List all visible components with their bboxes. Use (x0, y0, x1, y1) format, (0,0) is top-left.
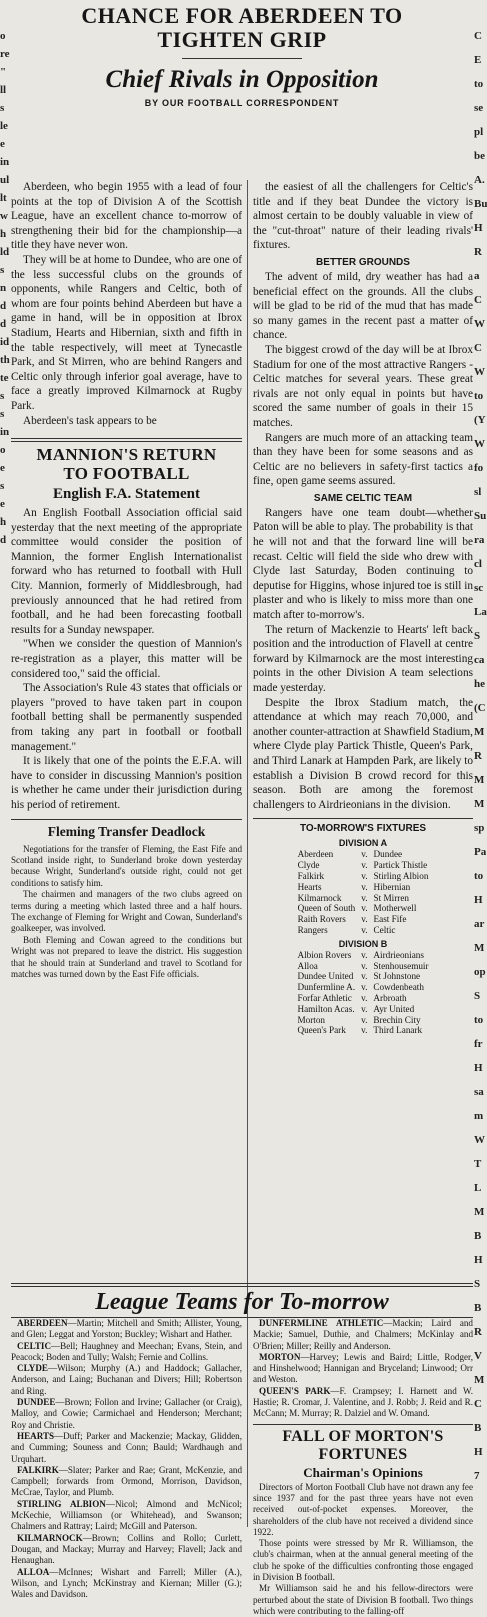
players: —Wilson; Murphy (A.) and Haddock; Gallacher, Anderson, and Laing; Buchanan and Divers; Hill; Robertson and Ring. (11, 1363, 242, 1396)
fixture-row (295, 849, 432, 860)
edge-fragment: B (474, 1302, 482, 1314)
home-team: Hearts (297, 881, 322, 892)
edge-fragment: id (0, 336, 10, 348)
edge-fragment: La (474, 606, 487, 618)
edge-fragment: L (474, 1182, 482, 1194)
away-team: Airdrieonians (373, 949, 424, 960)
masthead-block (11, 4, 473, 109)
edge-fragment: be (474, 150, 485, 162)
section-divider (11, 438, 242, 442)
edge-fragment: C (474, 342, 482, 354)
team-line-up (11, 1465, 242, 1499)
article-paragraph: The advent of mild, dry weather has had a beneficial effect on the grounds. All the clubs will be glad to be rid of the mud that has made so many games in the recent past a matter of chance. (253, 270, 473, 342)
edge-fragment: s (0, 408, 5, 420)
edge-fragment: " (0, 66, 7, 78)
edge-fragment: to (474, 870, 484, 882)
main-subheadline: Chief Rivals in Opposition (105, 66, 379, 93)
players: —Brown; Collins and Rollo; Curlett, Dougan, and Mackay; Murray and Harvey; Flavell; Jack and Henaughan. (11, 1532, 242, 1566)
club-name: CELTIC (17, 1340, 52, 1351)
fixture-row (295, 903, 432, 914)
fixture-row (295, 882, 432, 893)
edge-fragment: sp (474, 822, 485, 834)
versus: v. (361, 1003, 368, 1014)
crosshead-better-grounds: BETTER GROUNDS (316, 256, 410, 268)
edge-fragment: sc (474, 582, 484, 594)
club-name: CLYDE (17, 1363, 48, 1374)
division-b-label: DIVISION B (338, 938, 388, 949)
home-team: Albion Rovers (297, 949, 352, 960)
fixture-row (295, 860, 432, 871)
edge-fragment: th (0, 354, 10, 366)
edge-fragment: M (474, 942, 485, 954)
edge-fragment: pl (474, 126, 484, 138)
morton-divider (253, 1424, 473, 1425)
edge-fragment: he (474, 678, 485, 690)
team-line-up (11, 1318, 242, 1341)
edge-fragment: B (474, 1230, 482, 1242)
fleming-paragraph: Both Fleming and Cowan agreed to the conditions but Wright was not prepared to leave the district. His suggestion that he should train at Sunderland and travel to Scotland for matches was turned down by the East Fife officials. (11, 934, 242, 980)
edge-fragment: fo (474, 462, 484, 474)
home-team: Aberdeen (297, 849, 334, 860)
right-column (253, 180, 473, 1280)
article-paragraph: The biggest crowd of the day will be at Ibrox Stadium for one of the most attractive Rangers - Celtic matches for several years. These great rivals are not only equal in points but have scored the same number of goals in their 15 matches. (253, 343, 473, 429)
team-line-up (11, 1397, 242, 1431)
fixture-row (295, 925, 432, 936)
players: —Slater; Parker and Rae; Grant, McKenzie, and Campbell; forwards from Ormond, Morrison, Davidson, McCrae, Taylor, and Plumb. (11, 1464, 242, 1498)
away-team: Brechin City (373, 1014, 421, 1025)
edge-fragment: T (474, 1158, 482, 1170)
fixture-row (294, 950, 431, 961)
edge-fragment: ra (474, 534, 485, 546)
edge-fragment: W (474, 366, 485, 378)
versus: v. (361, 903, 368, 914)
edge-fragment: n (0, 282, 7, 294)
fleming-text (11, 844, 242, 981)
mannion-text (11, 506, 242, 812)
home-team: Kilmarnock (297, 892, 342, 903)
headline-rule (182, 58, 302, 59)
team-line-up (253, 1386, 473, 1420)
edge-fragment: H (474, 1062, 483, 1074)
edge-fragment: H (474, 1254, 483, 1266)
players: —Harvey; Lewis and Baird; Little, Rodger, and Hinshelwood; Hannigan and Bryceland; Linwood; Orr and Weston. (253, 1351, 473, 1385)
edge-fragment: ll (0, 84, 7, 96)
fixture-row (294, 971, 431, 982)
edge-fragment: re (0, 48, 10, 60)
edge-fragment: sl (474, 486, 482, 498)
edge-fragment: h (0, 228, 7, 240)
article-paragraph: Rangers have one team doubt—whether Paton will be able to play. The probability is that he will not and that the forward line will be recast. Celtic will field the side who drew with Clyde last Saturday, Boden continuing to deputise for Higgins, whose injured toe is still in plaster and who is likely to miss more than one match after to-morrow's. (253, 506, 473, 622)
mannion-subheadline: English F.A. Statement (53, 486, 200, 503)
mannion-paragraph: "When we consider the question of Mannion's re-registration as a player, this matter will be considered too," said the official. (11, 638, 242, 680)
club-name: STIRLING ALBION (17, 1498, 106, 1509)
edge-fragment: W (474, 438, 485, 450)
edge-fragment: cl (474, 558, 482, 570)
article-paragraph: The return of Mackenzie to Hearts' left back position and the introduction of Flavell at centre forward by Kilmarnock are the most interesting points in the other Division A team selections made yesterday. (253, 623, 473, 694)
edge-fragment: 7 (474, 1470, 480, 1482)
club-name: DUNFERMLINE ATHLETIC (259, 1318, 384, 1328)
morton-paragraph: Mr Williamson said he and his fellow-directors were perturbed about the state of Division B football. Two things which were contributing to the falling-off (253, 1583, 473, 1616)
mannion-paragraph: It is likely that one of the points the E.F.A. will have to consider in discussing Mannion's position is whether he came under their jurisdiction during his period of retirement. (11, 755, 242, 811)
edge-fragment: e (0, 498, 5, 510)
morton-subheadline: Chairman's Opinions (303, 1464, 423, 1480)
division-a-label: DIVISION A (338, 838, 388, 849)
home-team: Queen of South (297, 903, 356, 914)
fixtures-divider (253, 818, 473, 819)
club-name: DUNDEE (17, 1397, 56, 1408)
fixture-row (295, 914, 432, 925)
edge-fragment: ul (0, 174, 10, 186)
edge-fragment: to (474, 390, 484, 402)
article-right-text-3 (253, 506, 473, 812)
team-line-up (11, 1533, 242, 1567)
edge-fragment: lt (0, 192, 7, 204)
fixture-row (295, 893, 432, 904)
fixture-row (294, 1015, 431, 1026)
away-team: Motherwell (373, 903, 417, 914)
edge-fragment: s (0, 264, 5, 276)
edge-fragment: M (474, 798, 485, 810)
versus: v. (361, 949, 368, 960)
home-team: Hamilton Acas. (297, 1003, 355, 1014)
edge-fragment: s (0, 390, 5, 402)
team-line-up (11, 1431, 242, 1465)
article-paragraph: the easiest of all the challengers for Celtic's title and if they beat Dundee the victory is almost certain to be doubly valuable in view of the "cut-throat" nature of their leading rivals' fixtures. (253, 181, 473, 252)
edge-fragment: E (474, 54, 482, 66)
edge-fragment: B (474, 1422, 482, 1434)
team-line-up (11, 1341, 242, 1364)
away-team: Arbroath (373, 992, 407, 1003)
league-teams-section (11, 1283, 473, 1321)
column-rule (247, 180, 248, 1527)
players: —Martin; Mitchell and Smith; Allister, Young, and Glen; Leggat and Yorston; Buckley; Wishart and Hather. (11, 1318, 242, 1340)
home-team: Dundee United (297, 971, 354, 982)
edge-fragment: se (474, 102, 484, 114)
edge-fragment: (Y (474, 414, 486, 426)
league-teams-right (253, 1318, 473, 1616)
edge-fragment: a (474, 270, 480, 282)
edge-fragment: V (474, 1350, 482, 1362)
edge-fragment: M (474, 774, 485, 786)
edge-fragment: H (474, 894, 483, 906)
edge-fragment: sa (474, 1086, 484, 1098)
edge-fragment: Pa (474, 846, 487, 858)
edge-fragment: to (474, 78, 484, 90)
fleming-paragraph: Negotiations for the transfer of Fleming, the East Fife and Scotland inside right, to Sunderland broke down yesterday because Wright, Sunderland's outside right, could not get conditions to satisfy him. (11, 843, 242, 888)
edge-fragment: fr (474, 1038, 483, 1050)
players: —Duff; Parker and Mackenzie; Mackay, Glidden, and Cumming; Souness and Conn; Bauld; Wardhaugh and Urquhart. (11, 1430, 242, 1464)
left-column (11, 180, 242, 1280)
team-line-up (253, 1352, 473, 1386)
mannion-headline-line-2: TO FOOTBALL (63, 464, 190, 484)
mannion-paragraph: The Association's Rule 43 states that officials or players "proved to have taken part in coupon football betting shall be permanently suspended from taking any part in football or football management." (11, 682, 242, 753)
edge-fragment: Bu (474, 198, 487, 210)
away-team: Dundee (373, 849, 403, 860)
players: —McInnes; Wishart and Farrell; Miller (A.), Wilson, and Lynch; McKinstray and Kiernan; Miller (G.); Wales and Davidson. (11, 1566, 242, 1600)
edge-fragment: o (0, 444, 6, 456)
club-name: MORTON (259, 1351, 301, 1362)
versus: v. (361, 992, 368, 1003)
club-name: FALKIRK (17, 1464, 59, 1475)
versus: v. (361, 860, 368, 871)
article-paragraph: Aberdeen, who begin 1955 with a lead of four points at the top of Division A of the Scottish League, have an excellent chance to-morrow of strengthening their bid for the championship—a title they have never won. (11, 181, 242, 252)
versus: v. (361, 1014, 368, 1025)
edge-fragment: R (474, 750, 482, 762)
home-team: Forfar Athletic (297, 992, 352, 1003)
edge-fragment: o (0, 30, 6, 42)
edge-fragment: d (0, 534, 7, 546)
club-name: ALLOA (17, 1566, 50, 1577)
league-teams-title: League Teams for To-morrow (95, 1289, 389, 1315)
team-line-up (11, 1499, 242, 1533)
versus: v. (361, 892, 368, 903)
home-team: Dunfermline A. (297, 982, 356, 993)
morton-headline-line-1: FALL OF MORTON'S (282, 1427, 444, 1445)
edge-fragment: H (474, 1446, 483, 1458)
versus: v. (361, 1025, 368, 1036)
away-team: Stirling Albion (373, 870, 429, 881)
left-edge-fragments (0, 0, 10, 1527)
away-team: Partick Thistle (373, 860, 428, 871)
away-team: Ayr United (373, 1003, 415, 1014)
mannion-headline-line-1: MANNION'S RETURN (36, 445, 217, 465)
team-line-up (11, 1363, 242, 1397)
players: —Nicol; Almond and McNicol; McKechie, Williamson (or Whitehead), and Swanson; Chalmers and Rattray; Laird; McGill and Paterson. (11, 1498, 242, 1532)
players: —F. Crampsey; I. Harnett and W. Hastie; R. Cromar, J. Valentine, and J. Robb; J. Reid and R. McCann; M. Murray; R. Dalziel and W. Omand. (253, 1385, 473, 1419)
edge-fragment: op (474, 966, 486, 978)
players: —Bell; Haughney and Meechan; Evans, Stein, and Peacock; Boden and Tully; Walsh; Fernie and Collins. (11, 1340, 242, 1362)
main-headline-line-1: CHANCE FOR ABERDEEN TO (81, 3, 403, 28)
away-team: St Johnstone (373, 971, 421, 982)
fleming-paragraph: The chairmen and managers of the two clubs agreed on terms during a meeting which lasted three and a half hours. The exchange of Fleming for Wright and Cowan, Sunderland's goalkeeper, was involved. (11, 889, 242, 934)
right-edge-fragments (473, 0, 487, 1527)
edge-fragment: S (474, 1278, 481, 1290)
edge-fragment: M (474, 1206, 485, 1218)
article-right-text-1 (253, 180, 473, 253)
fixture-row (295, 871, 432, 882)
edge-fragment: M (474, 726, 485, 738)
team-line-up (253, 1318, 473, 1352)
article-right-text-2 (253, 270, 473, 489)
club-name: HEARTS (17, 1430, 55, 1441)
mannion-paragraph: An English Football Association official said yesterday that the next meeting of the appropriate committee would consider the position of Mannion, the former English Internationalist forward who has returned to football with Hull City. Mannion, formerly of Middlesbrough, had previously announced that he had retired from football, and he had been forecasting football results for a Sunday newspaper. (11, 507, 242, 636)
club-name: KILMARNOCK (17, 1532, 83, 1543)
edge-fragment: A. (474, 174, 485, 186)
league-divider (11, 1283, 473, 1287)
edge-fragment: e (0, 462, 5, 474)
home-team: Alloa (297, 960, 318, 971)
section-divider (11, 819, 242, 820)
players: —Brown; Follon and Irvine; Gallacher (or Craig), Malloy, and Cowie; Carmichael and Henderson; Merchant; Roy and Christie. (11, 1397, 242, 1430)
fixture-row (294, 961, 431, 972)
league-teams-left (11, 1318, 242, 1600)
versus: v. (361, 914, 368, 925)
versus: v. (361, 881, 368, 892)
morton-paragraph: Those points were stressed by Mr R. Williamson, the club's chairman, when at the annual general meeting of the club he spoke of the difficulties confronting those engaged in Division B football. (253, 1538, 473, 1583)
edge-fragment: s (0, 480, 5, 492)
versus: v. (361, 924, 368, 935)
away-team: East Fife (373, 914, 407, 925)
article-paragraph: Rangers are much more of an attacking team than they have been for some seasons and as Celtic are no believers in safety-first tactics a fine, open game seems assured. (253, 431, 473, 488)
home-team: Falkirk (297, 870, 325, 881)
club-name: QUEEN'S PARK (259, 1385, 331, 1396)
away-team: Stenhousemuir (373, 960, 429, 971)
edge-fragment: h (0, 516, 7, 528)
edge-fragment: R (474, 246, 482, 258)
morton-text (253, 1482, 473, 1617)
edge-fragment: M (474, 1374, 485, 1386)
versus: v. (361, 982, 368, 993)
team-line-up (11, 1567, 242, 1601)
edge-fragment: to (474, 1014, 484, 1026)
main-headline-line-2: TIGHTEN GRIP (157, 27, 327, 52)
edge-fragment: ld (0, 246, 10, 258)
edge-fragment: in (0, 426, 10, 438)
edge-fragment: S (474, 990, 481, 1002)
edge-fragment: (C (474, 702, 486, 714)
edge-fragment: w (0, 210, 8, 222)
article-paragraph: They will be at home to Dundee, who are one of the less successful clubs on the grounds of opponents, while Rangers and Celtic, both of whom are four points behind Aberdeen but have a game in hand, will be in opposition at Ibrox Stadium, Hearts and Hibernian, sixth and fifth in the table respectively, will meet at Tynecastle Park, and St Mirren, who are behind Rangers and Celtic only through inferior goal average, have to face a greatly improved Kilmarnock at Rugby Park. (11, 253, 242, 412)
edge-fragment: C (474, 294, 482, 306)
edge-fragment: d (0, 318, 7, 330)
article-paragraph: Aberdeen's task appears to be (23, 414, 157, 427)
away-team: Celtic (373, 924, 396, 935)
club-name: ABERDEEN (17, 1318, 68, 1328)
players: —Mackin; Laird and Mackie; Samuel, Duthie, and Chalmers; McKinlay and O'Brien; Miller; Reilly and Anderson. (253, 1318, 473, 1351)
fixture-row (294, 1004, 431, 1015)
edge-fragment: te (0, 372, 9, 384)
edge-fragment: e (0, 138, 5, 150)
home-team: Clyde (297, 860, 320, 871)
home-team: Raith Rovers (297, 914, 346, 925)
edge-fragment: R (474, 1326, 482, 1338)
away-team: St Mirren (373, 892, 410, 903)
home-team: Morton (297, 1014, 326, 1025)
morton-headline-line-2: FORTUNES (318, 1445, 408, 1463)
away-team: Third Lanark (373, 1025, 423, 1036)
edge-fragment: d (0, 300, 7, 312)
away-team: Hibernian (373, 881, 411, 892)
edge-fragment: le (0, 120, 8, 132)
versus: v. (361, 971, 368, 982)
article-paragraph: Despite the Ibrox Stadium match, the attendance at which may reach 70,000, and another counter-attraction at Shawfield Stadium, where Clyde play Partick Thistle, Queen's Park, and Third Lanark at Hampden Park, are likely to establish a Division B crowd record for this season. Both are among the foremost challengers to Airdrieonians in the division. (253, 696, 473, 811)
division-a-fixtures (295, 849, 432, 935)
fixtures-title: TO-MORROW'S FIXTURES (299, 823, 427, 835)
fixture-row (294, 993, 431, 1004)
article-left-text (11, 180, 242, 428)
edge-fragment: in (0, 156, 10, 168)
fixture-row (294, 982, 431, 993)
morton-paragraph: Directors of Morton Football Club have not drawn any fee since 1937 and for the past three years have not even received out-of-pocket expenses. Moreover, the shareholders of the club have not received a dividend since 1922. (253, 1481, 473, 1537)
versus: v. (361, 849, 368, 860)
away-team: Cowdenbeath (373, 982, 424, 993)
versus: v. (361, 960, 368, 971)
edge-fragment: C (474, 30, 482, 42)
edge-fragment: C (474, 1398, 482, 1410)
edge-fragment: m (474, 1110, 484, 1122)
edge-fragment: W (474, 1134, 485, 1146)
versus: v. (361, 870, 368, 881)
edge-fragment: Su (474, 510, 487, 522)
edge-fragment: s (0, 102, 5, 114)
division-b-fixtures (294, 950, 431, 1036)
home-team: Queen's Park (297, 1025, 346, 1036)
newspaper-page (11, 0, 473, 1616)
home-team: Rangers (297, 924, 328, 935)
edge-fragment: ca (474, 654, 485, 666)
edge-fragment: W (474, 318, 485, 330)
crosshead-same-celtic-team: SAME CELTIC TEAM (313, 492, 413, 504)
byline: BY OUR FOOTBALL CORRESPONDENT (144, 98, 340, 108)
edge-fragment: H (474, 222, 483, 234)
fleming-headline: Fleming Transfer Deadlock (47, 823, 206, 839)
edge-fragment: ar (474, 918, 485, 930)
fixture-row (294, 1025, 431, 1036)
edge-fragment: S (474, 630, 481, 642)
